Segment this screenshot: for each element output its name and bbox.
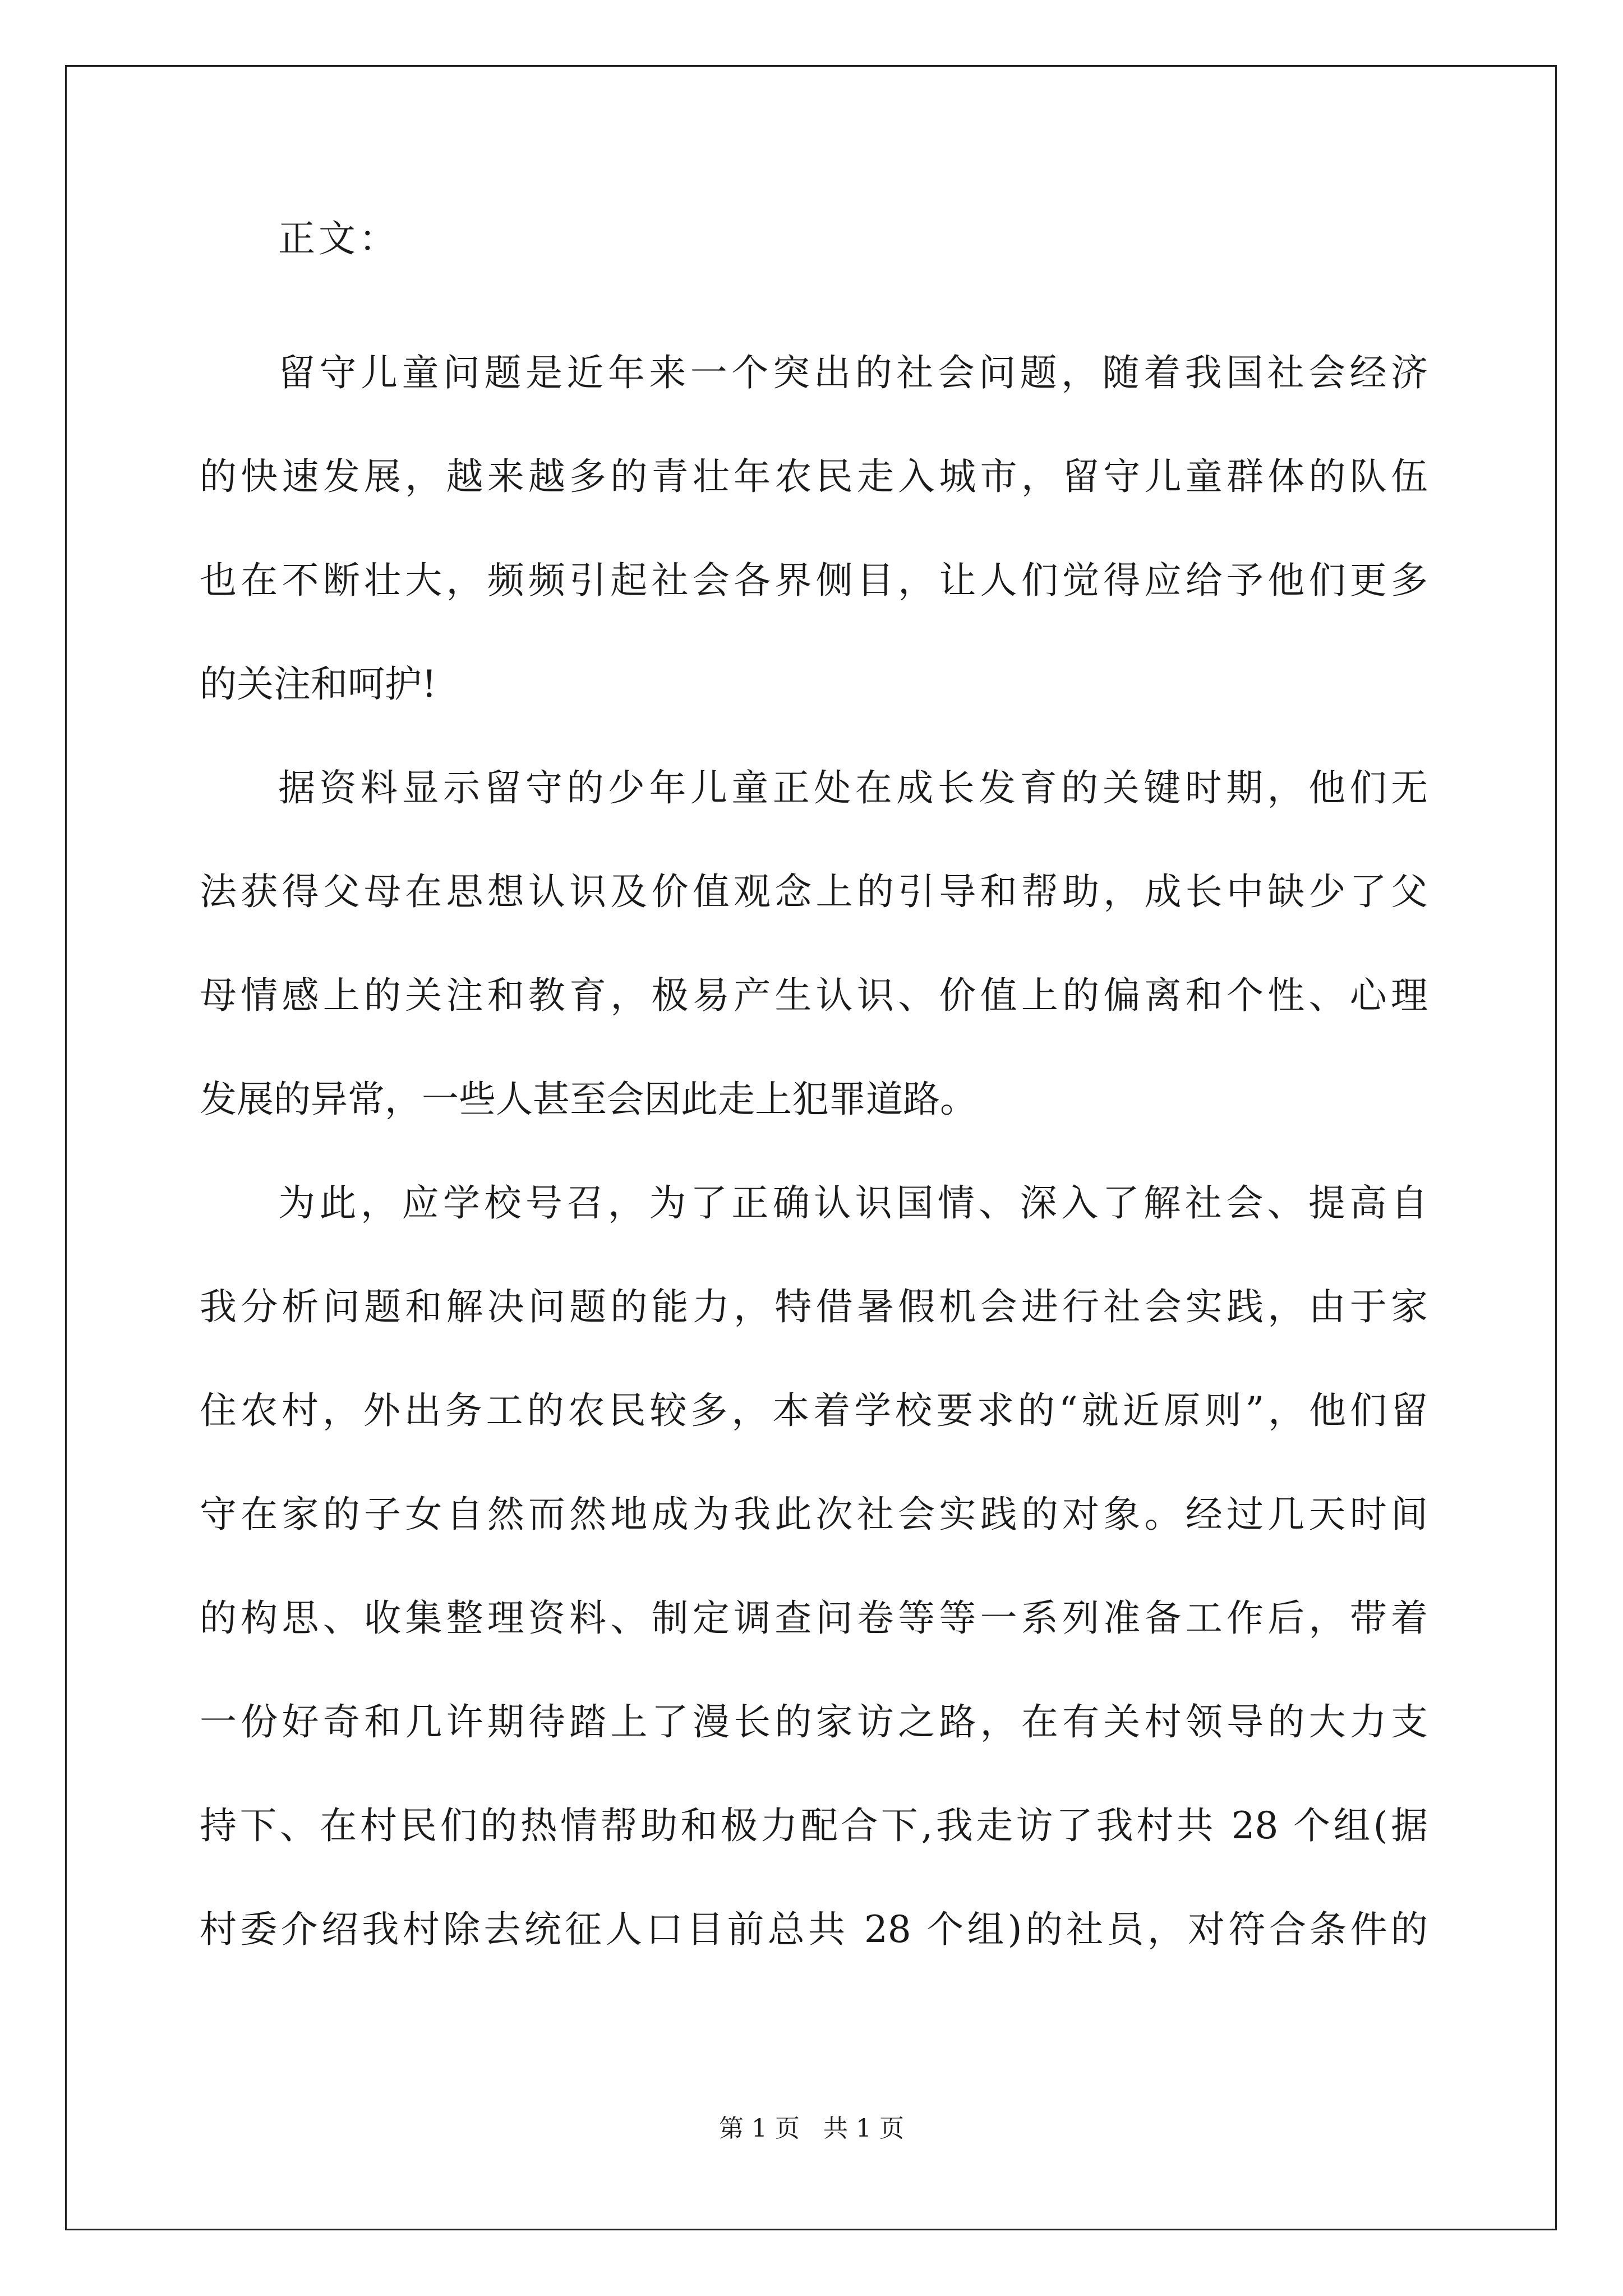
- paragraph-3: [200, 1151, 1428, 1981]
- text-line: 持下、在村民们的热情帮助和极力配合下,我走访了我村共 28 个组(据: [200, 1804, 1428, 1847]
- text-line: 的关注和呵护!: [200, 662, 437, 706]
- text-line: 据资料显示留守的少年儿童正处在成长发育的关键时期，他们无: [278, 766, 1428, 809]
- page-number: 第 1 页: [719, 2114, 800, 2143]
- text-line: 住农村，外出务工的农民较多，本着学校要求的“就近原则”，他们留: [200, 1389, 1428, 1432]
- text-line: 为此，应学校号召，为了正确认识国情、深入了解社会、提高自: [278, 1181, 1428, 1225]
- text-line: 发展的异常，一些人甚至会因此走上犯罪道路。: [200, 1078, 977, 1121]
- page-footer: [0, 2115, 1623, 2143]
- paragraph-1: [200, 321, 1428, 736]
- text-line: 守在家的子女自然而然地成为我此次社会实践的对象。经过几天时间: [200, 1493, 1428, 1536]
- text-line: 的构思、收集整理资料、制定调查问卷等等一系列准备工作后，带着: [200, 1596, 1428, 1640]
- document-body: [200, 219, 1428, 1981]
- text-line: 母情感上的关注和教育，极易产生认识、价值上的偏离和个性、心理: [200, 974, 1428, 1017]
- text-line: 留守儿童问题是近年来一个突出的社会问题，随着我国社会经济: [278, 351, 1428, 394]
- document-heading: 正文：: [278, 217, 399, 260]
- text-line: 村委介绍我村除去统征人口目前总共 28 个组)的社员，对符合条件的: [200, 1908, 1428, 1951]
- page-total: 共 1 页: [823, 2114, 904, 2143]
- text-line: 一份好奇和几许期待踏上了漫长的家访之路，在有关村领导的大力支: [200, 1700, 1428, 1743]
- text-line: 法获得父母在思想认识及价值观念上的引导和帮助，成长中缺少了父: [200, 870, 1428, 913]
- text-line: 我分析问题和解决问题的能力，特借暑假机会进行社会实践，由于家: [200, 1285, 1428, 1328]
- text-line: 也在不断壮大，频频引起社会各界侧目，让人们觉得应给予他们更多: [200, 559, 1428, 602]
- paragraph-2: [200, 736, 1428, 1151]
- text-line: 的快速发展，越来越多的青壮年农民走入城市，留守儿童群体的队伍: [200, 455, 1428, 498]
